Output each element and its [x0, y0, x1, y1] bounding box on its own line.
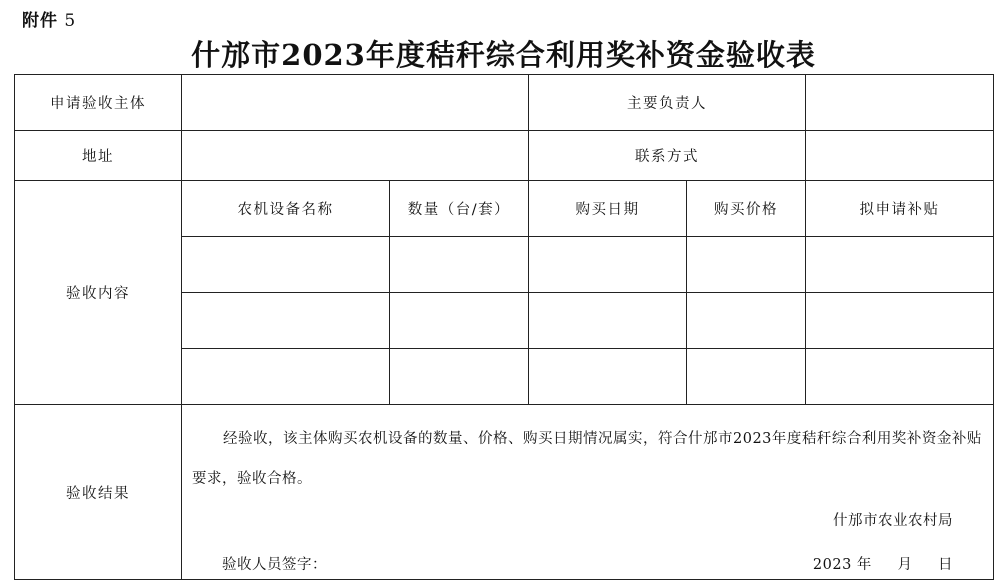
column-header: 数量（台/套） [390, 181, 529, 237]
contact-label: 联系方式 [529, 131, 806, 181]
result-date: 2023 年 月 日 [812, 557, 953, 573]
content-label: 验收内容 [15, 181, 182, 405]
subsidy-cell[interactable] [806, 349, 994, 405]
address-label: 地址 [15, 131, 182, 181]
result-label: 验收结果 [15, 405, 182, 580]
result-org: 什邡市农业农村局 [833, 513, 953, 529]
column-header: 购买日期 [529, 181, 687, 237]
address-field[interactable] [182, 131, 529, 181]
equipment-name-cell[interactable] [182, 237, 390, 293]
acceptance-form-table [14, 74, 994, 580]
page-title: 什邡市2023年度秸秆综合利用奖补资金验收表 [191, 38, 816, 72]
quantity-cell[interactable] [390, 349, 529, 405]
purchase-price-cell[interactable] [687, 293, 806, 349]
leader-field[interactable] [806, 75, 994, 131]
purchase-date-cell[interactable] [529, 293, 687, 349]
purchase-date-cell[interactable] [529, 237, 687, 293]
subsidy-cell[interactable] [806, 237, 994, 293]
quantity-cell[interactable] [390, 237, 529, 293]
contact-field[interactable] [806, 131, 994, 181]
applicant-label: 申请验收主体 [15, 75, 182, 131]
equipment-name-cell[interactable] [182, 293, 390, 349]
signature-label: 验收人员签字： [222, 557, 327, 573]
purchase-date-cell[interactable] [529, 349, 687, 405]
result-text: 经验收，该主体购买农机设备的数量、价格、购买日期情况属实，符合什邡市2023年度秸秆综合利用奖补资金补贴要求，验收合格。 [192, 431, 982, 487]
purchase-price-cell[interactable] [687, 349, 806, 405]
column-header: 农机设备名称 [182, 181, 390, 237]
purchase-price-cell[interactable] [687, 237, 806, 293]
leader-label: 主要负责人 [529, 75, 806, 131]
equipment-name-cell[interactable] [182, 349, 390, 405]
attachment-label: 附件 5 [22, 11, 77, 31]
column-header: 拟申请补贴 [806, 181, 994, 237]
subsidy-cell[interactable] [806, 293, 994, 349]
result-cell [182, 405, 994, 580]
column-header: 购买价格 [687, 181, 806, 237]
quantity-cell[interactable] [390, 293, 529, 349]
applicant-field[interactable] [182, 75, 529, 131]
